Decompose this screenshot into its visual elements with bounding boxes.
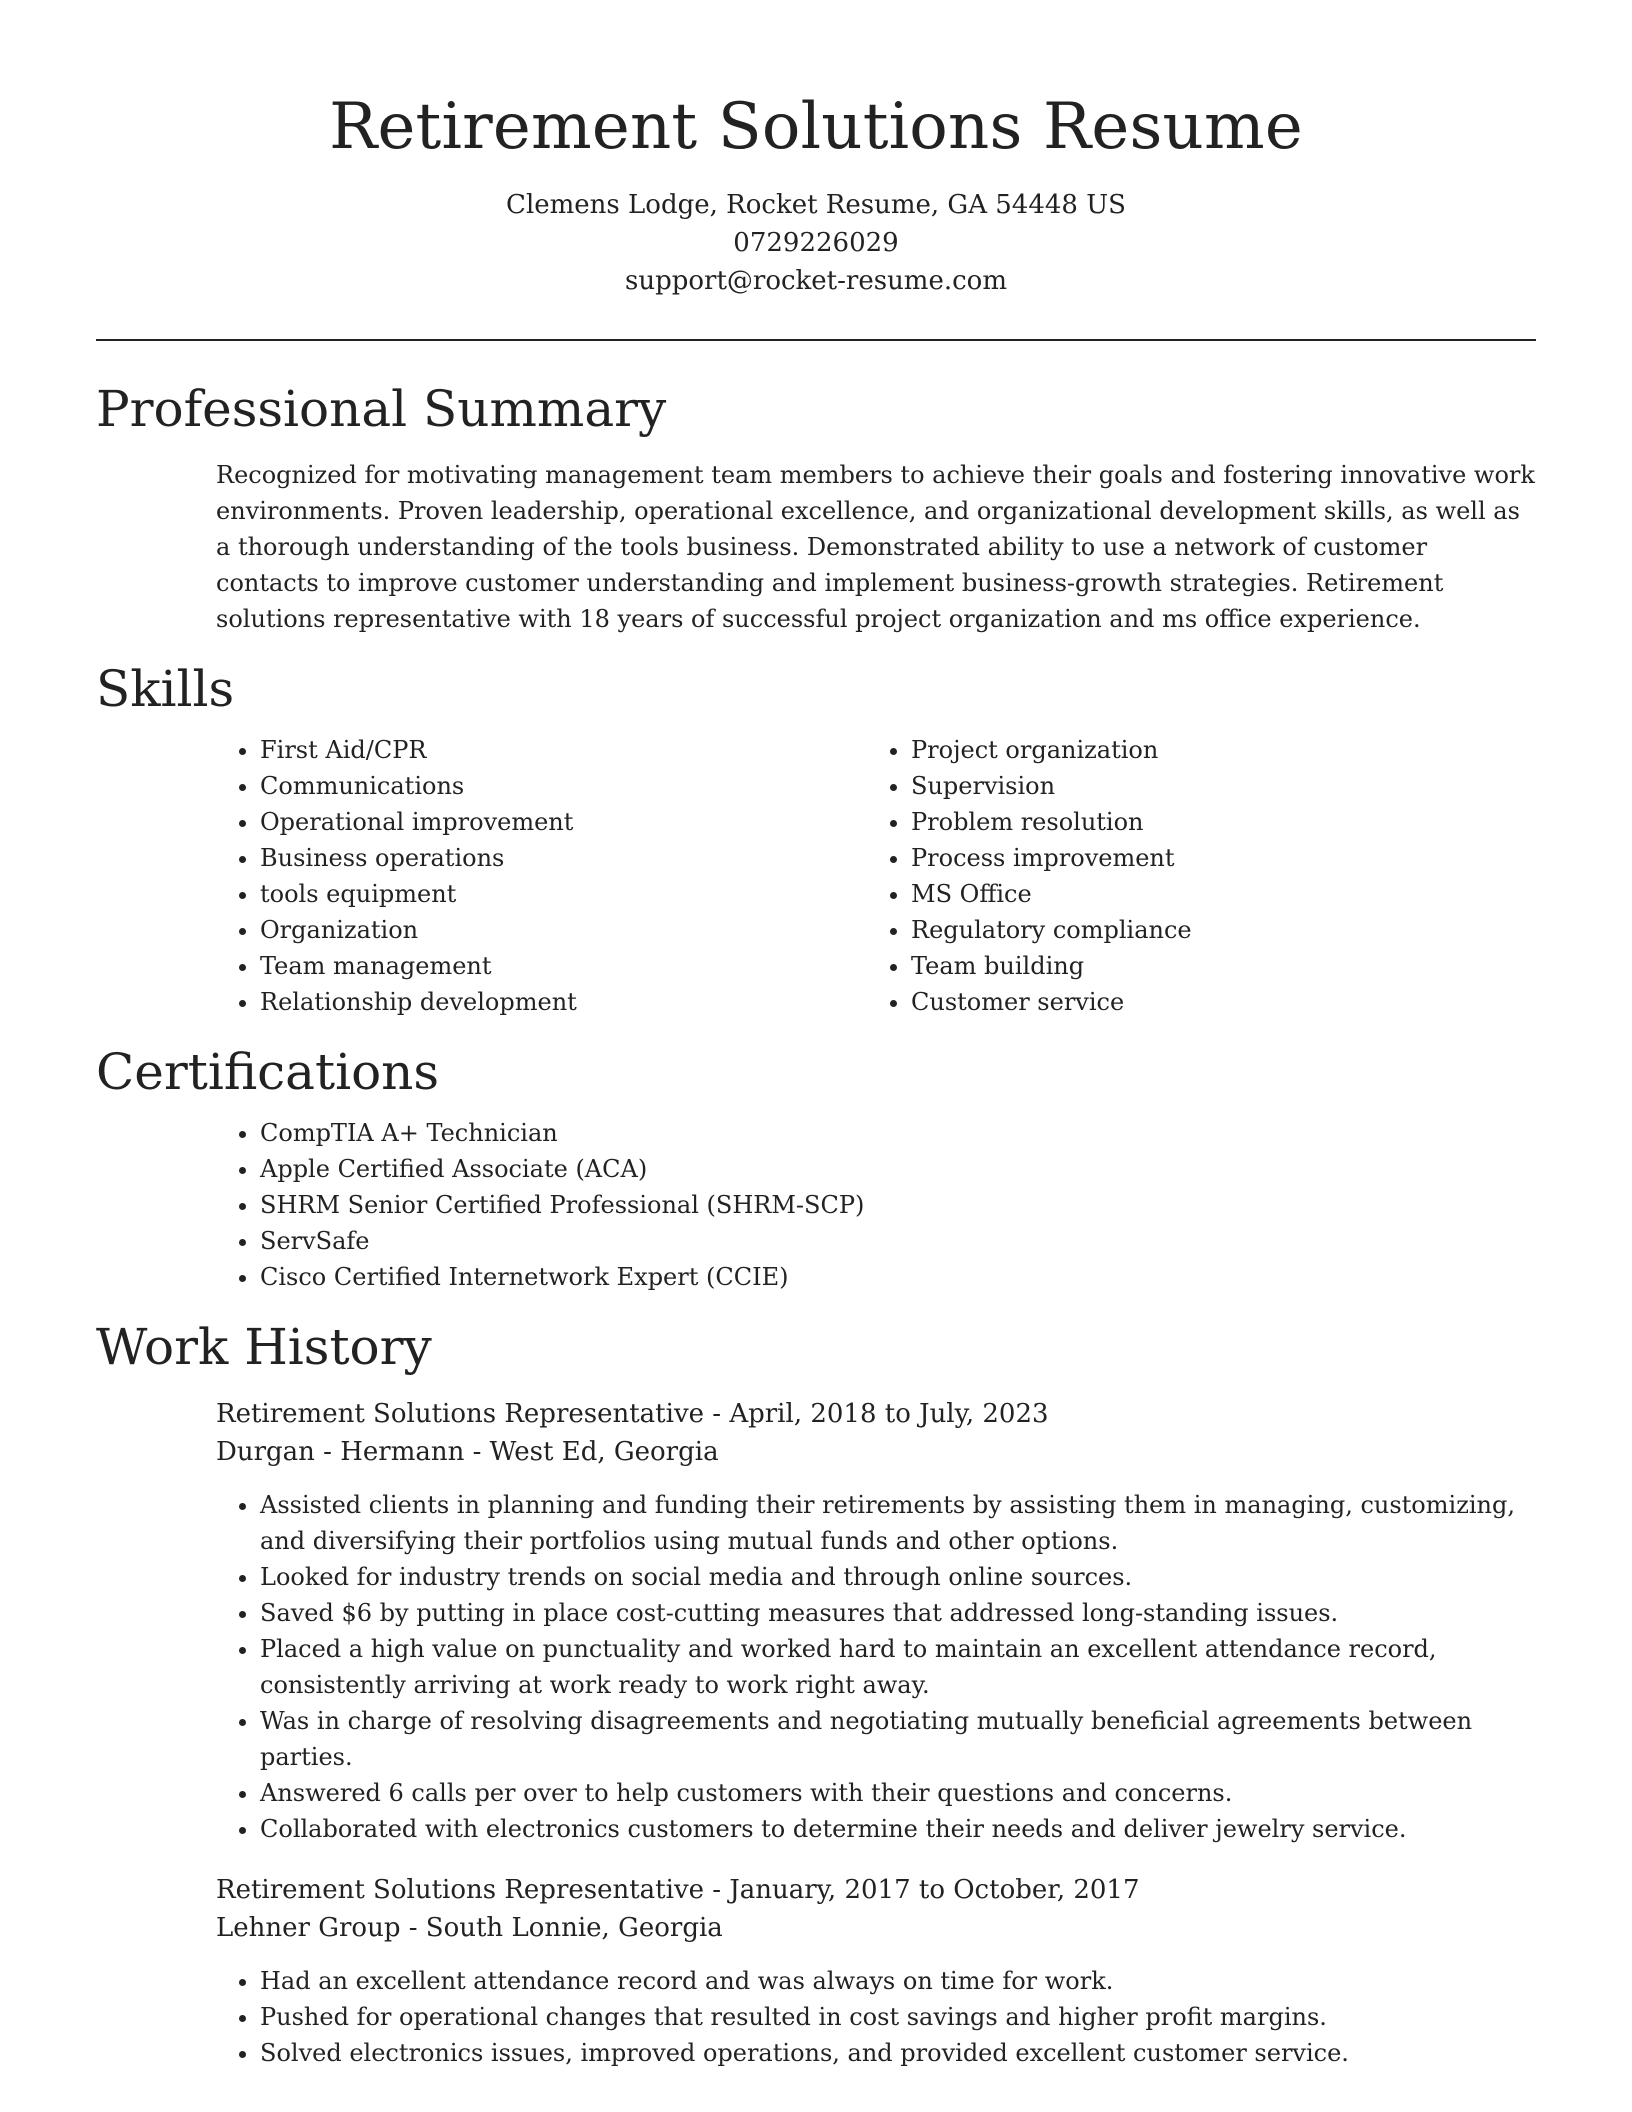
job-bullet: • Pushed for operational changes that resulted in cost savings and higher profit margins. xyxy=(260,1999,1536,2035)
resume-title: Retirement Solutions Resume xyxy=(329,90,1303,164)
job-bullets xyxy=(216,1487,1536,1847)
job-entry xyxy=(216,1395,1536,1847)
certification-item: • CompTIA A+ Technician xyxy=(260,1115,1536,1151)
contact-block xyxy=(96,186,1536,300)
job-title-line: Retirement Solutions Representative - April, 2018 to July, 2023 xyxy=(216,1399,1049,1429)
skills-heading: Skills xyxy=(96,660,235,718)
skill-item: • Customer service xyxy=(911,984,1192,1020)
job-bullet: • Was in charge of resolving disagreements and negotiating mutually beneficial agreements between parties. xyxy=(260,1703,1536,1775)
skill-item: • Team management xyxy=(260,948,867,984)
certifications-list xyxy=(216,1115,1536,1295)
job-bullet: • Had an excellent attendance record and was always on time for work. xyxy=(260,1963,1536,1999)
job-bullet: • Placed a high value on punctuality and worked hard to maintain an excellent attendance record, consistently arriving at work ready to work right away. xyxy=(260,1631,1536,1703)
skill-item: • Team building xyxy=(911,948,1192,984)
certifications-heading: Certifications xyxy=(96,1043,440,1101)
job-bullet: • Saved $6 by putting in place cost-cutting measures that addressed long-standing issues. xyxy=(260,1595,1536,1631)
skill-item: • tools equipment xyxy=(260,876,867,912)
skill-item: • Organization xyxy=(260,912,867,948)
summary-heading: Professional Summary xyxy=(96,380,667,438)
contact-email: support@rocket-resume.com xyxy=(624,266,1007,296)
certification-item: • ServSafe xyxy=(260,1223,1536,1259)
job-bullet: • Answered 6 calls per over to help customers with their questions and concerns. xyxy=(260,1775,1536,1811)
job-bullets xyxy=(216,1963,1536,2071)
work-history-heading: Work History xyxy=(96,1318,432,1376)
summary-text: Recognized for motivating management team members to achieve their goals and fostering innovative work environments. Proven leadership, operational excellence, and organizational development skills, as well as a thorough understanding of the tools business. Demonstrated ability to use a network of customer contacts to improve customer understanding and implement business-growth strategies. Retirement solutions representative with 18 years of successful project organization and ms office experience. xyxy=(216,461,1535,633)
contact-phone: 0729226029 xyxy=(733,228,899,258)
skill-item: • MS Office xyxy=(911,876,1192,912)
summary-section xyxy=(96,379,1536,637)
skills-section xyxy=(96,659,1536,1020)
skill-item: • Relationship development xyxy=(260,984,867,1020)
contact-address: Clemens Lodge, Rocket Resume, GA 54448 US xyxy=(506,190,1126,220)
skills-list-right xyxy=(867,732,1192,1020)
job-bullet: • Looked for industry trends on social media and through online sources. xyxy=(260,1559,1536,1595)
skill-item: • Operational improvement xyxy=(260,804,867,840)
job-company-line: Durgan - Hermann - West Ed, Georgia xyxy=(216,1437,719,1467)
certification-item: • Apple Certified Associate (ACA) xyxy=(260,1151,1536,1187)
skills-columns xyxy=(216,732,1536,1020)
certifications-section xyxy=(96,1042,1536,1295)
skill-item: • Process improvement xyxy=(911,840,1192,876)
work-history-section xyxy=(96,1317,1536,2071)
resume-header xyxy=(96,0,1536,300)
skill-item: • Communications xyxy=(260,768,867,804)
skills-list-left xyxy=(216,732,867,1020)
job-bullet: • Solved electronics issues, improved operations, and provided excellent customer service. xyxy=(260,2035,1536,2071)
skill-item: • Regulatory compliance xyxy=(911,912,1192,948)
skill-item: • First Aid/CPR xyxy=(260,732,867,768)
skill-item: • Project organization xyxy=(911,732,1192,768)
certification-item: • SHRM Senior Certified Professional (SHRM-SCP) xyxy=(260,1187,1536,1223)
job-company-line: Lehner Group - South Lonnie, Georgia xyxy=(216,1913,723,1943)
job-bullet: • Assisted clients in planning and funding their retirements by assisting them in managing, customizing, and diversifying their portfolios using mutual funds and other options. xyxy=(260,1487,1536,1559)
skill-item: • Business operations xyxy=(260,840,867,876)
job-title-line: Retirement Solutions Representative - January, 2017 to October, 2017 xyxy=(216,1875,1140,1905)
skill-item: • Problem resolution xyxy=(911,804,1192,840)
header-divider xyxy=(96,339,1536,341)
skill-item: • Supervision xyxy=(911,768,1192,804)
job-bullet: • Collaborated with electronics customers to determine their needs and deliver jewelry service. xyxy=(260,1811,1536,1847)
job-entry xyxy=(216,1871,1536,2071)
certification-item: • Cisco Certified Internetwork Expert (CCIE) xyxy=(260,1259,1536,1295)
